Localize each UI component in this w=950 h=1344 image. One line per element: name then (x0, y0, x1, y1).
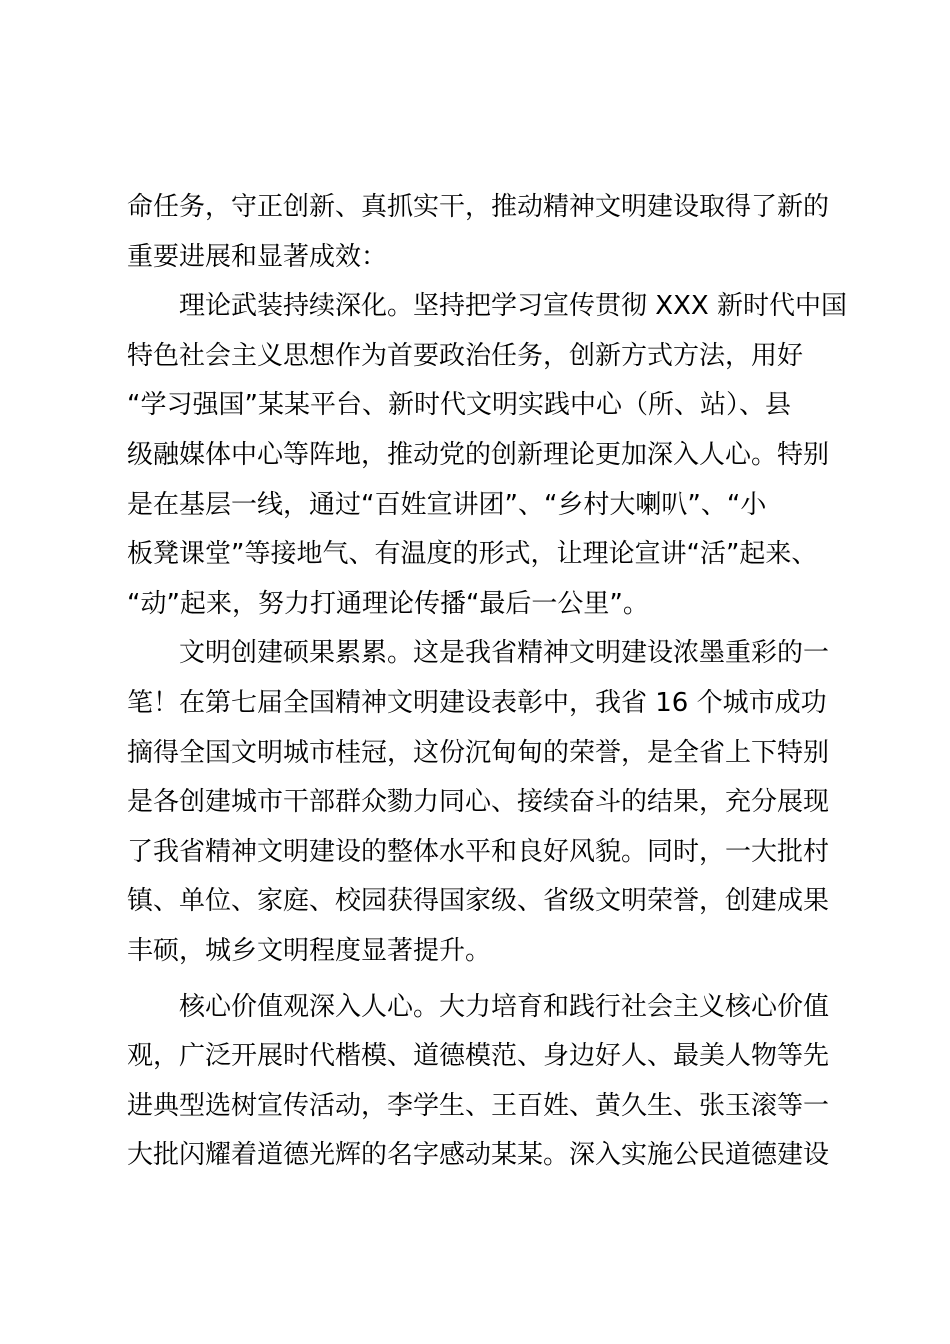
text-line: 摘得全国文明城市桂冠，这份沉甸甸的荣誉，是全省上下特别 (127, 737, 830, 768)
text-line: 重要进展和显著成效： (127, 241, 388, 272)
text-line: 丰硕，城乡文明程度显著提升。 (127, 935, 492, 966)
text-line: “学习强国”某某平台、新时代文明实践中心（所、站）、县 (127, 390, 791, 421)
text-line: 笔！在第七届全国精神文明建设表彰中，我省 16 个城市成功 (127, 687, 827, 718)
text-line: 板凳课堂”等接地气、有温度的形式，让理论宣讲“活”起来、 (127, 539, 818, 570)
body-text (127, 183, 847, 1181)
text-line: 大批闪耀着道德光辉的名字感动某某。深入实施公民道德建设 (127, 1140, 830, 1171)
text-line: 级融媒体中心等阵地，推动党的创新理论更加深入人心。特别 (127, 439, 830, 470)
text-line: 理论武装持续深化。坚持把学习宣传贯彻 XXX 新时代中国 (179, 291, 847, 322)
text-line: 是各创建城市干部群众勠力同心、接续奋斗的结果，充分展现 (127, 787, 830, 818)
paragraph-intro (127, 183, 847, 282)
text-line: 镇、单位、家庭、校园获得国家级、省级文明荣誉，创建成果 (127, 886, 830, 917)
text-line: 观，广泛开展时代楷模、道德模范、身边好人、最美人物等先 (127, 1041, 830, 1072)
text-line: 特色社会主义思想作为首要政治任务，创新方式方法，用好 (127, 340, 804, 371)
text-line: 是在基层一线，通过“百姓宣讲团”、“乡村大喇叭”、“小 (127, 489, 767, 520)
text-line: 了我省精神文明建设的整体水平和良好风貌。同时，一大批村 (127, 836, 830, 867)
paragraph-civilization (127, 629, 847, 976)
text-line: 核心价值观深入人心。大力培育和践行社会主义核心价值 (179, 991, 830, 1022)
text-line: “动”起来，努力打通理论传播“最后一公里”。 (127, 588, 649, 619)
text-line: 文明创建硕果累累。这是我省精神文明建设浓墨重彩的一 (179, 638, 830, 669)
text-line: 进典型选树宣传活动，李学生、王百姓、黄久生、张玉滚等一 (127, 1090, 830, 1121)
paragraph-theory (127, 282, 847, 629)
text-line: 命任务，守正创新、真抓实干，推动精神文明建设取得了新的 (127, 192, 830, 222)
paragraph-values (127, 983, 847, 1181)
